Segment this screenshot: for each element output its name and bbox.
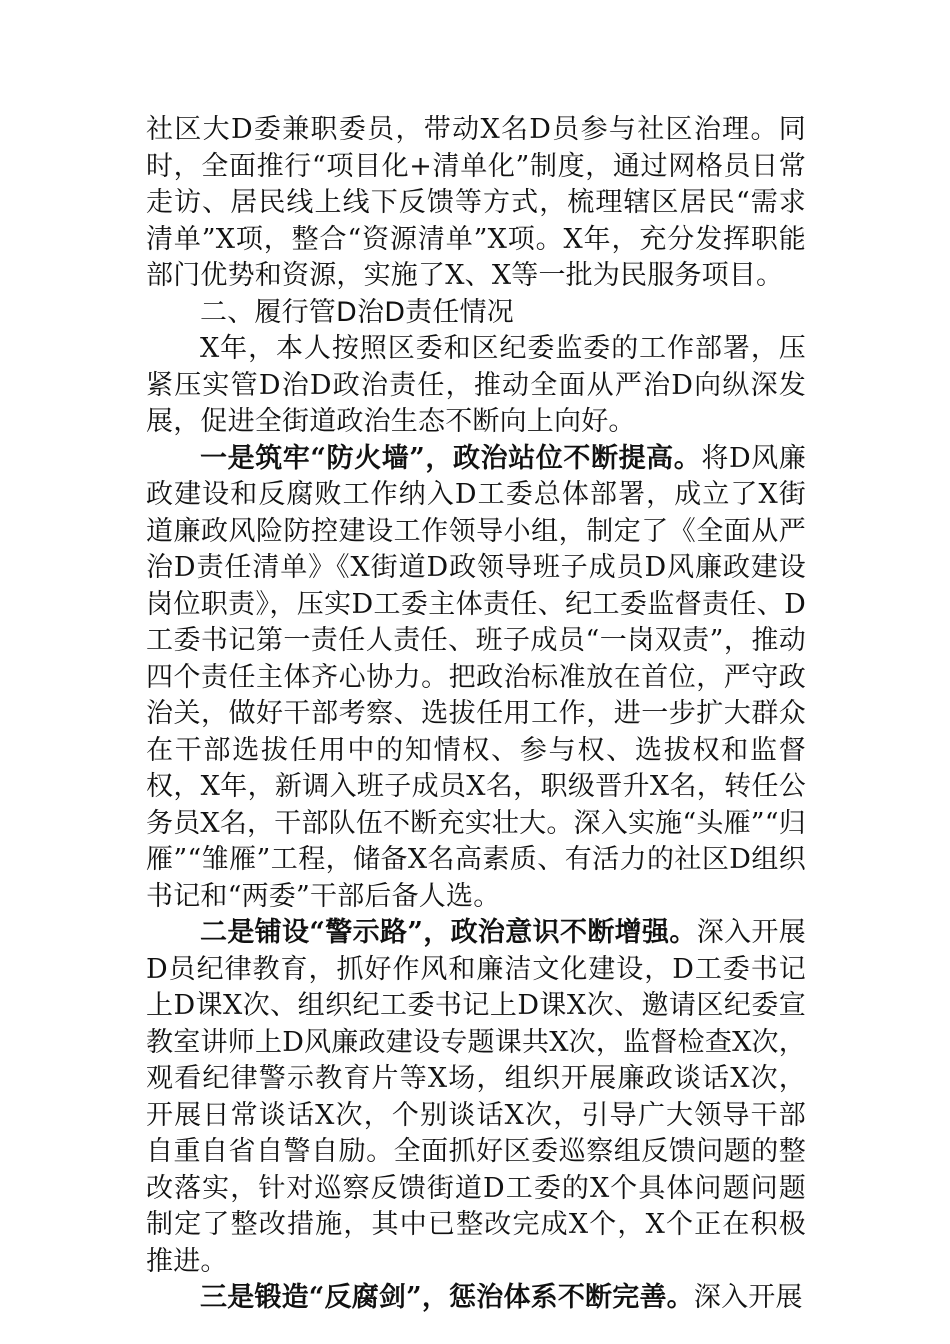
paragraph-item-3 [146, 1280, 806, 1317]
item-1-body: 将D风廉政建设和反腐败工作纳入D工委总体部署，成立了X街道廉政风险防控建设工作领导小组，制定了《全面从严治D责任清单》《X街道D政领导班子成员D风廉政建设岗位职责》，压实D工委主体责任、纪工委监督责任、D工委书记第一责任人责任、班子成员“一岗双责”，推动四个责任主体齐心协力。把政治标准放在首位，严守政治关，做好干部考察、选拔任用工作，进一步扩大群众在干部选拔任用中的知情权、参与权、选拔权和监督权，X年，新调入班子成员X名，职级晋升X名，转任公务员X名，干部队伍不断充实壮大。深入实施“头雁”“归雁”“雏雁”工程，储备X名高素质、有活力的社区D组织书记和“两委”干部后备人选。 [146, 442, 806, 912]
item-2-body: 深入开展D员纪律教育，抓好作风和廉洁文化建设，D工委书记上D课X次、组织纪工委书记上D课X次、邀请区纪委宣教室讲师上D风廉政建设专题课共X次，监督检查X次，观看纪律警示教育片等X场，组织开展廉政谈话X次，开展日常谈话X次，个别谈话X次，引导广大领导干部自重自省自警自励。全面抓好区委巡察组反馈问题的整改落实，针对巡察反馈街道D工委的X个具体问题问题制定了整改措施，其中已整改完成X个，X个正在积极推进。 [146, 917, 806, 1277]
section-heading: 二、履行管D治D责任情况 [200, 296, 514, 328]
item-3-lead: 三是锻造“反腐剑”，惩治体系不断完善。 [200, 1282, 694, 1313]
paragraph-item-2 [146, 915, 806, 1280]
paragraph-item-1 [146, 441, 806, 916]
item-1-lead: 一是筑牢“防火墙”，政治站位不断提高。 [200, 442, 702, 474]
paragraph-community-governance: 社区大D委兼职委员，带动X名D员参与社区治理。同时，全面推行“项目化+清单化”制度，通过网格员日常走访、居民线上线下反馈等方式，梳理辖区居民“需求清单”X项，整合“资源清单”X项。X年，充分发挥职能部门优势和资源，实施了X、X等一批为民服务项目。 [146, 114, 806, 291]
paragraph-responsibility-intro: X年，本人按照区委和区纪委监委的工作部署，压紧压实管D治D政治责任，推动全面从严治D向纵深发展，促进全街道政治生态不断向上向好。 [146, 333, 806, 437]
item-2-lead: 二是铺设“警示路”，政治意识不断增强。 [200, 917, 697, 948]
item-3-body: 深入开展 [693, 1282, 803, 1313]
document-page [146, 112, 806, 1317]
